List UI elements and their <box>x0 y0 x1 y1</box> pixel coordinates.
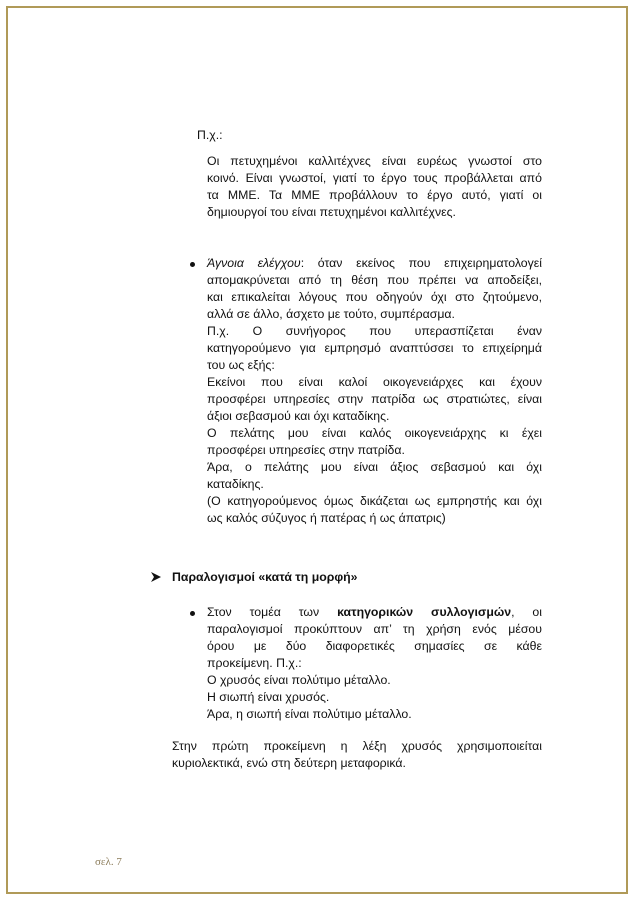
syllogisms-paragraph <box>207 604 542 723</box>
ignorance-line: Ο πελάτης μου είναι καλός οικογενειάρχης κι έχει <box>207 426 542 440</box>
ignorance-line: κατηγορούμενο για εμπρησμό αναπτύσσει το επιχείρημά <box>207 341 542 355</box>
ignorance-line: αλλά σε άλλο, άσχετο με τούτο, συμπέρασμα. <box>207 307 455 321</box>
ignorance-first-line <box>207 255 542 272</box>
intro-line: κοινό. Είναι γνωστοί, γιατί το έργο τους προβάλλεται από <box>207 171 542 185</box>
syllogisms-line: παραλογισμοί προκύπτουν απ’ τη χρήση ενός μέσου <box>207 622 542 636</box>
intro-paragraph <box>207 153 542 221</box>
ignorance-line: Π.χ. Ο συνήγορος που υπερασπίζεται έναν <box>207 324 542 338</box>
ignorance-line: Εκείνοι που είναι καλοί οικογενειάρχες και έχουν <box>207 375 542 389</box>
ignorance-line: Άρα, ο πελάτης μου είναι άξιος σεβασμού και όχι <box>207 460 542 474</box>
syllogisms-line: προκείμενη. Π.χ.: <box>207 656 302 670</box>
page-number: σελ. 7 <box>95 856 122 868</box>
ignorance-line: του ως εξής: <box>207 358 275 372</box>
syllogisms-line: Ο χρυσός είναι πολύτιμο μέταλλο. <box>207 673 391 687</box>
ignorance-line: (Ο κατηγορούμενος όμως δικάζεται ως εμπρηστής και όχι <box>207 494 542 508</box>
intro-label: Π.χ.: <box>197 128 223 142</box>
ignorance-definition: : όταν εκείνος που επιχειρηματολογεί <box>300 256 543 270</box>
conclusion-paragraph <box>172 738 542 772</box>
bullet-icon <box>190 262 195 267</box>
ignorance-line: απομακρύνεται από τη θέση που πρέπει να αποδείξει, <box>207 273 542 287</box>
syllogisms-line: Η σιωπή είναι χρυσός. <box>207 690 330 704</box>
conclusion-line: κυριολεκτικά, ενώ στη δεύτερη μεταφορικά. <box>172 756 406 770</box>
ignorance-line: προσφέρει υπηρεσίες στην πατρίδα ως στρατιώτες, είναι <box>207 392 542 406</box>
bullet-icon <box>190 611 195 616</box>
syllogisms-line: όρου με δύο διαφορετικές σημασίες σε κάθε <box>207 639 542 653</box>
ignorance-line: άξιοι σεβασμού και όχι καταδίκης. <box>207 409 390 423</box>
ignorance-line: καταδίκης. <box>207 477 264 491</box>
intro-line: Οι πετυχημένοι καλλιτέχνες είναι ευρέως γνωστοί στο <box>207 154 542 168</box>
ignorance-line: και επικαλείται λόγους που οδηγούν όχι στο ζητούμενο, <box>207 290 542 304</box>
ignorance-term: Άγνοια ελέγχου <box>207 256 301 270</box>
ignorance-paragraph <box>207 255 542 527</box>
syllogisms-term: κατηγορικών συλλογισμών <box>337 605 512 619</box>
ignorance-line: προσφέρει υπηρεσίες στην πατρίδα. <box>207 443 405 457</box>
intro-line: τα ΜΜΕ. Τα ΜΜΕ προβάλλουν το έργο αυτό, γιατί οι <box>207 188 542 202</box>
syllogisms-first-line: Στον τομέα των κατηγορικών συλλογισμών, οι <box>207 605 543 619</box>
ignorance-line: ως καλός σύζυγος ή πατέρας ή ως άπατρις) <box>207 511 446 525</box>
conclusion-line: Στην πρώτη προκείμενη η λέξη χρυσός χρησιμοποιείται <box>172 739 542 753</box>
syllogisms-line: Άρα, η σιωπή είναι πολύτιμο μέταλλο. <box>207 707 412 721</box>
section-heading: Παραλογισμοί «κατά τη μορφή» <box>172 570 358 584</box>
arrow-bullet-icon <box>150 571 162 583</box>
intro-line: δημιουργοί του είναι πετυχημένοι καλλιτέχνες. <box>207 205 456 219</box>
